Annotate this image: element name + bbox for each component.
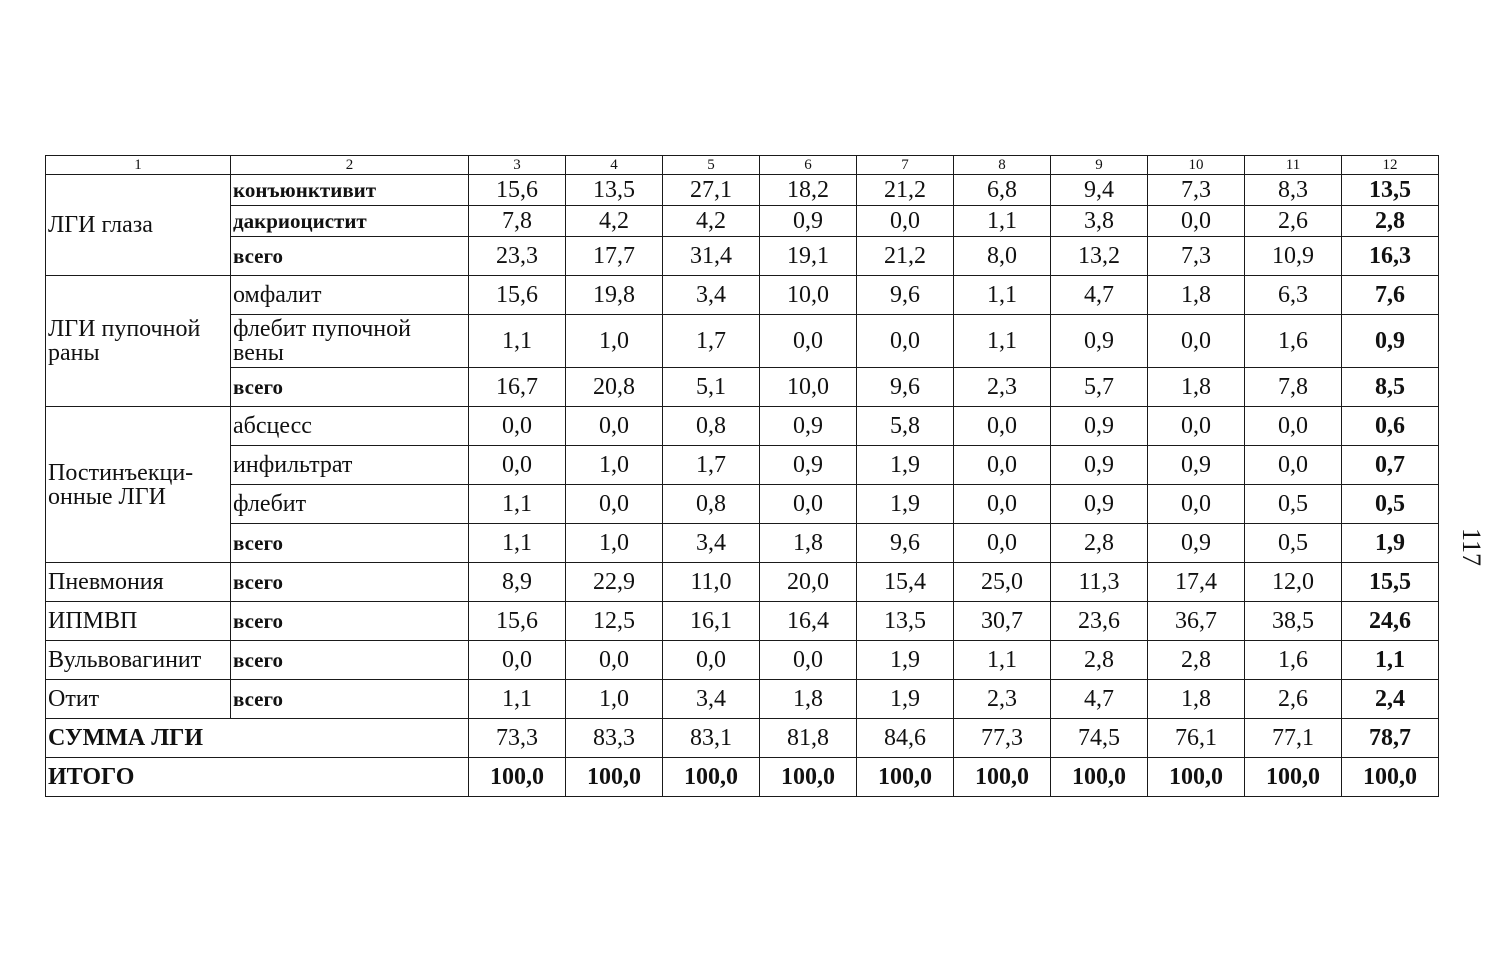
- table-row: [46, 563, 1439, 602]
- total-cell: 16,3: [1342, 237, 1439, 276]
- row-label: всего: [231, 524, 469, 563]
- total-cell: 0,9: [1342, 315, 1439, 368]
- header-cell: 2: [231, 156, 469, 175]
- summary-value: 73,3: [469, 719, 566, 758]
- value-cell: 0,0: [954, 485, 1051, 524]
- value-cell: 12,5: [566, 602, 663, 641]
- total-cell: 2,4: [1342, 680, 1439, 719]
- value-cell: 20,8: [566, 368, 663, 407]
- group-label: Постинъекци-онные ЛГИ: [46, 407, 231, 563]
- value-cell: 9,6: [857, 368, 954, 407]
- table-row: [46, 175, 1439, 206]
- value-cell: 6,3: [1245, 276, 1342, 315]
- summary-value: 81,8: [760, 719, 857, 758]
- value-cell: 21,2: [857, 175, 954, 206]
- value-cell: 5,7: [1051, 368, 1148, 407]
- value-cell: 23,6: [1051, 602, 1148, 641]
- value-cell: 1,8: [760, 524, 857, 563]
- header-cell: 6: [760, 156, 857, 175]
- total-cell: 24,6: [1342, 602, 1439, 641]
- value-cell: 1,9: [857, 680, 954, 719]
- value-cell: 7,3: [1148, 175, 1245, 206]
- value-cell: 8,0: [954, 237, 1051, 276]
- value-cell: 2,6: [1245, 680, 1342, 719]
- value-cell: 13,2: [1051, 237, 1148, 276]
- summary-value: 100,0: [857, 758, 954, 797]
- value-cell: 2,3: [954, 680, 1051, 719]
- value-cell: 3,8: [1051, 206, 1148, 237]
- total-cell: 8,5: [1342, 368, 1439, 407]
- value-cell: 7,8: [469, 206, 566, 237]
- value-cell: 0,0: [1148, 206, 1245, 237]
- summary-row: [46, 758, 1439, 797]
- row-label: всего: [231, 237, 469, 276]
- summary-value: 77,3: [954, 719, 1051, 758]
- header-cell: 8: [954, 156, 1051, 175]
- value-cell: 0,0: [566, 407, 663, 446]
- total-cell: 2,8: [1342, 206, 1439, 237]
- value-cell: 2,8: [1051, 524, 1148, 563]
- row-label: всего: [231, 680, 469, 719]
- value-cell: 19,1: [760, 237, 857, 276]
- header-cell: 9: [1051, 156, 1148, 175]
- value-cell: 4,7: [1051, 680, 1148, 719]
- row-label: всего: [231, 368, 469, 407]
- value-cell: 0,0: [954, 446, 1051, 485]
- header-cell: 7: [857, 156, 954, 175]
- group-label: ИПМВП: [46, 602, 231, 641]
- summary-row: [46, 719, 1439, 758]
- summary-label: ИТОГО: [46, 758, 469, 797]
- value-cell: 23,3: [469, 237, 566, 276]
- summary-value: 84,6: [857, 719, 954, 758]
- value-cell: 10,9: [1245, 237, 1342, 276]
- value-cell: 16,4: [760, 602, 857, 641]
- value-cell: 18,2: [760, 175, 857, 206]
- value-cell: 7,8: [1245, 368, 1342, 407]
- summary-value: 83,3: [566, 719, 663, 758]
- table-row: [46, 315, 1439, 368]
- value-cell: 1,1: [469, 680, 566, 719]
- value-cell: 0,9: [760, 446, 857, 485]
- value-cell: 0,5: [1245, 485, 1342, 524]
- value-cell: 1,8: [1148, 276, 1245, 315]
- value-cell: 1,1: [954, 276, 1051, 315]
- row-label: флебит пупочной вены: [231, 315, 469, 368]
- row-label: дакриоцистит: [231, 206, 469, 237]
- value-cell: 1,0: [566, 524, 663, 563]
- value-cell: 0,0: [1148, 315, 1245, 368]
- total-cell: 1,9: [1342, 524, 1439, 563]
- header-cell: 4: [566, 156, 663, 175]
- value-cell: 1,7: [663, 315, 760, 368]
- summary-value: 77,1: [1245, 719, 1342, 758]
- value-cell: 0,0: [663, 641, 760, 680]
- summary-value: 100,0: [566, 758, 663, 797]
- value-cell: 11,3: [1051, 563, 1148, 602]
- value-cell: 0,5: [1245, 524, 1342, 563]
- value-cell: 0,0: [857, 315, 954, 368]
- total-cell: 13,5: [1342, 175, 1439, 206]
- group-label: Отит: [46, 680, 231, 719]
- row-label: конъюнктивит: [231, 175, 469, 206]
- value-cell: 1,8: [1148, 368, 1245, 407]
- table-row: [46, 641, 1439, 680]
- value-cell: 7,3: [1148, 237, 1245, 276]
- value-cell: 0,0: [760, 315, 857, 368]
- value-cell: 0,0: [954, 407, 1051, 446]
- value-cell: 17,4: [1148, 563, 1245, 602]
- value-cell: 13,5: [857, 602, 954, 641]
- value-cell: 0,0: [1148, 485, 1245, 524]
- data-table: [45, 155, 1439, 797]
- value-cell: 3,4: [663, 276, 760, 315]
- table-row: [46, 276, 1439, 315]
- table-row: [46, 237, 1439, 276]
- summary-value: 100,0: [760, 758, 857, 797]
- table-row: [46, 407, 1439, 446]
- value-cell: 1,0: [566, 315, 663, 368]
- value-cell: 15,6: [469, 602, 566, 641]
- value-cell: 5,8: [857, 407, 954, 446]
- group-label: Пневмония: [46, 563, 231, 602]
- value-cell: 31,4: [663, 237, 760, 276]
- row-label: омфалит: [231, 276, 469, 315]
- value-cell: 0,0: [469, 407, 566, 446]
- value-cell: 8,3: [1245, 175, 1342, 206]
- summary-value: 100,0: [1051, 758, 1148, 797]
- value-cell: 3,4: [663, 680, 760, 719]
- value-cell: 9,6: [857, 524, 954, 563]
- summary-value: 100,0: [469, 758, 566, 797]
- value-cell: 0,9: [760, 407, 857, 446]
- value-cell: 2,8: [1148, 641, 1245, 680]
- group-label: ЛГИ глаза: [46, 175, 231, 276]
- value-cell: 1,1: [954, 206, 1051, 237]
- page-number: 117: [1457, 527, 1487, 567]
- total-cell: 0,6: [1342, 407, 1439, 446]
- value-cell: 13,5: [566, 175, 663, 206]
- value-cell: 1,7: [663, 446, 760, 485]
- value-cell: 0,0: [1245, 407, 1342, 446]
- value-cell: 15,6: [469, 276, 566, 315]
- value-cell: 22,9: [566, 563, 663, 602]
- value-cell: 0,0: [469, 446, 566, 485]
- row-label: флебит: [231, 485, 469, 524]
- value-cell: 8,9: [469, 563, 566, 602]
- value-cell: 1,9: [857, 485, 954, 524]
- row-label: абсцесс: [231, 407, 469, 446]
- value-cell: 0,0: [760, 641, 857, 680]
- value-cell: 1,0: [566, 446, 663, 485]
- value-cell: 4,2: [663, 206, 760, 237]
- summary-value: 83,1: [663, 719, 760, 758]
- value-cell: 1,1: [954, 641, 1051, 680]
- header-cell: 5: [663, 156, 760, 175]
- value-cell: 6,8: [954, 175, 1051, 206]
- value-cell: 0,0: [857, 206, 954, 237]
- total-cell: 1,1: [1342, 641, 1439, 680]
- value-cell: 15,6: [469, 175, 566, 206]
- value-cell: 16,1: [663, 602, 760, 641]
- value-cell: 0,9: [1051, 446, 1148, 485]
- total-cell: 0,7: [1342, 446, 1439, 485]
- value-cell: 4,7: [1051, 276, 1148, 315]
- table-row: [46, 602, 1439, 641]
- header-cell: 11: [1245, 156, 1342, 175]
- summary-value: 100,0: [1245, 758, 1342, 797]
- value-cell: 17,7: [566, 237, 663, 276]
- value-cell: 2,3: [954, 368, 1051, 407]
- value-cell: 0,0: [954, 524, 1051, 563]
- value-cell: 0,0: [469, 641, 566, 680]
- summary-value: 78,7: [1342, 719, 1439, 758]
- value-cell: 0,9: [1051, 315, 1148, 368]
- table-row: [46, 485, 1439, 524]
- value-cell: 16,7: [469, 368, 566, 407]
- summary-value: 100,0: [954, 758, 1051, 797]
- value-cell: 0,9: [1051, 407, 1148, 446]
- row-label: всего: [231, 602, 469, 641]
- summary-value: 100,0: [663, 758, 760, 797]
- value-cell: 0,9: [1148, 524, 1245, 563]
- table-row: [46, 446, 1439, 485]
- value-cell: 2,6: [1245, 206, 1342, 237]
- row-label: инфильтрат: [231, 446, 469, 485]
- value-cell: 1,9: [857, 446, 954, 485]
- group-label: Вульвовагинит: [46, 641, 231, 680]
- header-cell: 1: [46, 156, 231, 175]
- table-row: [46, 368, 1439, 407]
- value-cell: 10,0: [760, 276, 857, 315]
- group-label: ЛГИ пупочной раны: [46, 276, 231, 407]
- value-cell: 38,5: [1245, 602, 1342, 641]
- value-cell: 0,0: [1245, 446, 1342, 485]
- summary-value: 100,0: [1342, 758, 1439, 797]
- value-cell: 1,6: [1245, 315, 1342, 368]
- value-cell: 1,8: [1148, 680, 1245, 719]
- value-cell: 21,2: [857, 237, 954, 276]
- total-cell: 0,5: [1342, 485, 1439, 524]
- summary-value: 76,1: [1148, 719, 1245, 758]
- value-cell: 20,0: [760, 563, 857, 602]
- value-cell: 11,0: [663, 563, 760, 602]
- value-cell: 0,8: [663, 407, 760, 446]
- value-cell: 0,9: [1051, 485, 1148, 524]
- total-cell: 15,5: [1342, 563, 1439, 602]
- value-cell: 36,7: [1148, 602, 1245, 641]
- value-cell: 9,6: [857, 276, 954, 315]
- value-cell: 0,9: [760, 206, 857, 237]
- value-cell: 1,6: [1245, 641, 1342, 680]
- value-cell: 10,0: [760, 368, 857, 407]
- table-body: [46, 156, 1439, 797]
- value-cell: 25,0: [954, 563, 1051, 602]
- value-cell: 30,7: [954, 602, 1051, 641]
- value-cell: 12,0: [1245, 563, 1342, 602]
- value-cell: 0,9: [1148, 446, 1245, 485]
- summary-value: 100,0: [1148, 758, 1245, 797]
- value-cell: 1,1: [469, 315, 566, 368]
- summary-label: СУММА ЛГИ: [46, 719, 469, 758]
- value-cell: 2,8: [1051, 641, 1148, 680]
- value-cell: 0,0: [566, 641, 663, 680]
- value-cell: 5,1: [663, 368, 760, 407]
- header-cell: 12: [1342, 156, 1439, 175]
- value-cell: 27,1: [663, 175, 760, 206]
- header-cell: 10: [1148, 156, 1245, 175]
- header-row: [46, 156, 1439, 175]
- value-cell: 1,8: [760, 680, 857, 719]
- value-cell: 19,8: [566, 276, 663, 315]
- total-cell: 7,6: [1342, 276, 1439, 315]
- value-cell: 0,0: [760, 485, 857, 524]
- value-cell: 1,1: [469, 485, 566, 524]
- summary-value: 74,5: [1051, 719, 1148, 758]
- row-label: всего: [231, 641, 469, 680]
- header-cell: 3: [469, 156, 566, 175]
- row-label: всего: [231, 563, 469, 602]
- value-cell: 0,0: [566, 485, 663, 524]
- value-cell: 1,9: [857, 641, 954, 680]
- table-row: [46, 524, 1439, 563]
- value-cell: 1,0: [566, 680, 663, 719]
- table-row: [46, 206, 1439, 237]
- value-cell: 1,1: [954, 315, 1051, 368]
- table-row: [46, 680, 1439, 719]
- value-cell: 3,4: [663, 524, 760, 563]
- value-cell: 9,4: [1051, 175, 1148, 206]
- value-cell: 4,2: [566, 206, 663, 237]
- value-cell: 0,0: [1148, 407, 1245, 446]
- value-cell: 1,1: [469, 524, 566, 563]
- value-cell: 0,8: [663, 485, 760, 524]
- value-cell: 15,4: [857, 563, 954, 602]
